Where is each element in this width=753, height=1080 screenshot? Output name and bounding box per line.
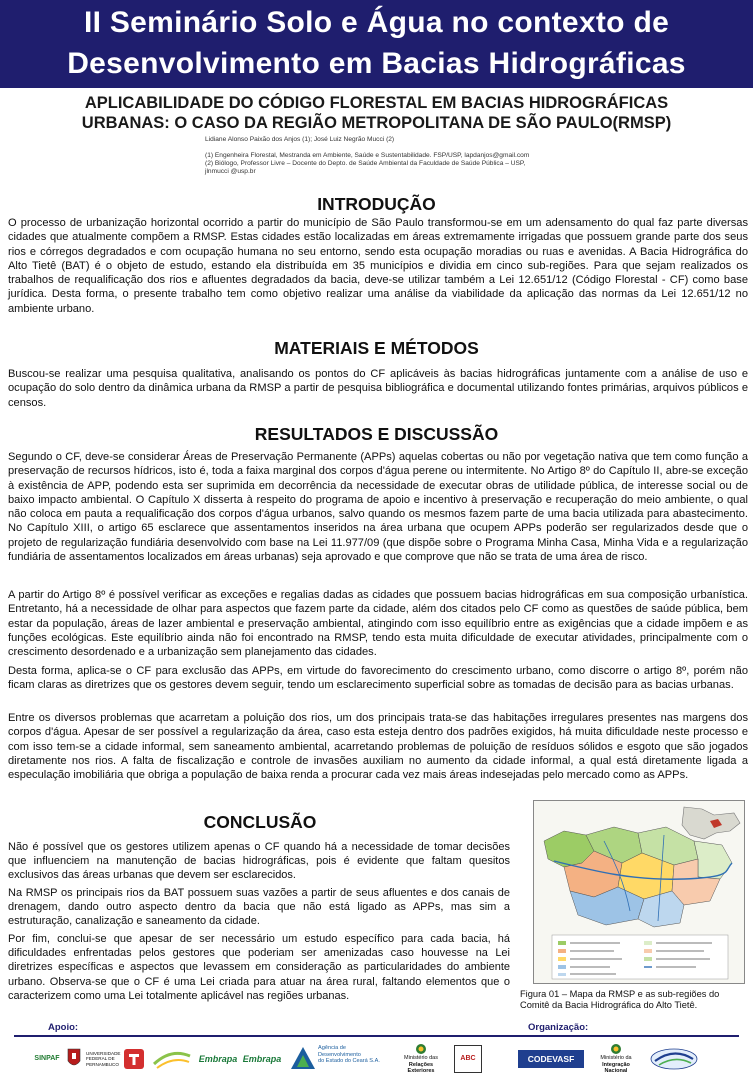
figure-caption-line-1: Figura 01 – Mapa da RMSP e as sub-regiões do [520, 989, 720, 999]
author-affiliation-1: (1) Engenheira Florestal, Mestranda em Ambiente, Saúde e Sustentabilidade. FSP/USP, lapdanjos@gmail.com [205, 152, 530, 159]
embrapa-logo-2: Embrapa [242, 1053, 282, 1064]
red-emblem-icon [122, 1047, 146, 1071]
intro-text: O processo de urbanização horizontal ocorrido a partir do município de São Paulo transformou-se em um adensamento do qual faz parte diversas cidades que atualmente compõem a RMSP. Estas cidades estão localizadas em áreas extremamente irrigadas que possuem grande parte dos seus rios e córregos degradados e com ocupação humana no seu entorno, sendo esta ocupação moradias ou ruas e avenidas. A Bacia Hidrográfica do Alto Tietê (BAT) é o objeto de estudo, estando ela distribuída em 35 municípios e dividia em cinco sub-regiões. Para que sejam realizados os trabalhos de requalificação dos rios e afluentes degradados da bacia, deve-se utilizar também a Lei 12.651/12 (Código Florestal - CF) como base jurídica. Desta forma, o presente trabalho tem como objetivo realizar uma análise da viabilidade da aplicação das normas da Lei 12.651/12 no ambiente urbano. [8, 217, 748, 315]
sinpaf-logo: SINPAF [34, 1054, 60, 1062]
brazil-coat-icon-2 [609, 1043, 623, 1055]
ade-logo: Agência de Desenvolvimento do Estado do Ceará S.A. [318, 1045, 380, 1065]
methods-heading: MATERIAIS E MÉTODOS [274, 338, 479, 358]
ade-emblem-icon [288, 1044, 318, 1074]
conclusion-paragraph-3: Por fim, conclui-se que apesar de ser necessário um estudo específico para cada bacia, há dificuldades enfrentadas pelos gestores que poderiam ser amenizadas caso houvesse na Lei diretrizes específicas e aspectos que levassem em consideração as particularidades do ambiente urbano. Observa-se que o CF é uma Lei criada para atuar na área rural, faltando elementos que o caracterizem como uma Lei totalmente aplicável nas regiões urbanas. [8, 933, 510, 1002]
mre-logo: Ministério das Relações Exteriores [398, 1042, 444, 1076]
results-paragraph-4: Entre os diversos problemas que acarretam a poluição dos rios, um dos principais trata-se das habitações irregulares presentes nas margens dos corpos d'água. Apesar de ser possível a regularização da área, caso esta esteja dentro dos padrões exigidos, há muita dificuldade neste processo e com isso tem-se a cidade informal, sem saneamento ambiental, acarretando problemas de poluição de resíduos sólidos e esgoto que são jogados diretamente nos rios. A falta de fiscalização e controle de invasões auxiliam no aumento da cidade informal, a qual está diretamente ligada a especulação imobiliária que obriga a população de baixa renda a procurar cada vez mais áreas indesejadas pelo mercado como as APPs. [8, 712, 748, 782]
rmsp-map-graphic [534, 801, 744, 983]
author-affiliation-2: (2) Biólogo, Professor Livre – Docente do Depto. de Saúde Ambiental da Faculdade de Saúde Pública – USP, [205, 160, 526, 167]
methods-text: Buscou-se realizar uma pesquisa qualitativa, analisando os pontos do CF aplicáveis às bacias hidrográficas juntamente com a análise de uso e ocupação do solo dentro da dinâmica urbana da RMSP a partir de pesquisa bibliográfica e documental utilizando fontes primárias, arquivos públicos e censos. [8, 368, 748, 409]
author-email-2: jlnmucci @usp.br [205, 168, 256, 175]
conclusion-paragraph-1: Não é possível que os gestores utilizem apenas o CF quando há a necessidade de tomar decisões que influenciem na manutenção de bacias hidrográficas, pois é evidente que faltam quesitos exclusivos das áreas urbanas que devem ser esclarecidos. [8, 841, 510, 882]
embrapa-logo-1: Embrapa [198, 1053, 238, 1064]
seminar-banner [0, 0, 753, 88]
support-label: Apoio: [48, 1022, 79, 1033]
ufpe-logo: UNIVERSIDADE FEDERAL DE PERNAMBUCO [86, 1050, 121, 1067]
brazil-coat-icon [414, 1043, 428, 1055]
author-names: Lidiane Alonso Paixão dos Anjos (1); José Luiz Negrão Mucci (2) [205, 136, 395, 143]
organization-label: Organização: [528, 1022, 589, 1033]
rmsp-map-figure [533, 800, 745, 984]
footer-divider [14, 1035, 739, 1037]
results-heading: RESULTADOS E DISCUSSÃO [254, 424, 499, 444]
banner-line-1: II Seminário Solo e Água no contexto de [83, 6, 670, 39]
green-swoosh-icon [150, 1045, 194, 1073]
abc-logo: ABC [454, 1045, 482, 1073]
codevasf-logo: CODEVASF [518, 1050, 584, 1068]
brasil-emblem-icon [648, 1046, 700, 1072]
results-paragraph-3: Desta forma, aplica-se o CF para exclusão das APPs, em virtude do favorecimento do crescimento urbano, como discorre o artigo 8º, porém não ficam claras as diretrizes que os gestores devem seguir, tendo um esclarecimento superficial sobre as tomadas de decisão para as bacias urbanas. [8, 665, 748, 692]
results-paragraph-1: Segundo o CF, deve-se considerar Áreas de Preservação Permanente (APPs) aquelas cobertas ou não por vegetação nativa que tem como função a preservação de recursos hídricos, isto é, toda a faixa marginal dos corpos d'água perene ou intermitente. No Artigo 8º do Capítulo II, abre-se exceção à existência de APP, podendo esta ser suprimida em decorrência da necessidade de executar obras de utilidade pública, de interesse social ou de baixo impacto ambiental. O Capítulo X disserta à respeito do programa de apoio e incentivo à preservação e recuperação do meio ambiente, o qual não coloca em pauta a requalificação dos corpos d'água urbanos, salvo quando os mesmos fazem parte de uma bacia utilizada para abastecimento. No Capítulo XIII, o artigo 65 esclarece que assentamentos inseridos na área urbana que ocupem APPs poderão ser regularizados desde que o projeto de regularização fundiária desenvolvido com base na Lei 11.977/09 (que dispõe sobre o Programa Minha Casa, Minha Vida e a regularização fundiária de assentamentos localizados em áreas urbanas) seja aprovado e que comprove que não se trata de uma área de risco. [8, 451, 748, 564]
intro-heading: INTRODUÇÃO [317, 194, 436, 214]
ufpe-crest-icon [64, 1044, 84, 1074]
banner-line-2: Desenvolvimento em Bacias Hidrográficas [67, 47, 686, 80]
integration-ministry-logo: Ministério da Integração Nacional [590, 1042, 642, 1076]
conclusion-heading: CONCLUSÃO [203, 812, 317, 832]
paper-title-line-1: APLICABILIDADE DO CÓDIGO FLORESTAL EM BACIAS HIDROGRÁFICAS [84, 94, 669, 112]
results-paragraph-2: A partir do Artigo 8º é possível verificar as exceções e regalias dadas as cidades que possuem bacias hidrográficas em sua composição urbanística. Entretanto, há a necessidade de olhar para aspectos que fazem parte da cidade, além dos citados pelo CF como as questões de saúde pública, bem estar da população, áreas de lazer ambiental e preservação ambiental, atingindo com isso equilíbrio entre as exigências que a cidade impõem e as funções ecológicas. Este equilíbrio ainda não foi encontrado na RMSP, tendo esta muita dificuldade de executar atividades, principalmente com o crescimento desordenado e a urbanização sem planejamento das cidades. [8, 589, 748, 659]
conclusion-paragraph-2: Na RMSP os principais rios da BAT possuem suas vazões a partir de seus afluentes e dos canais de drenagem, dando outro aspecto dentro da bacia que não está ligado as APPs, mas sim a estruturação, canalização e saneamento da cidade. [8, 887, 510, 928]
figure-caption-line-2: Comitê da Bacia Hidrográfica do Alto Tietê. [520, 1000, 698, 1010]
paper-title-line-2: URBANAS: O CASO DA REGIÃO METROPOLITANA DE SÃO PAULO(RMSP) [81, 114, 672, 132]
